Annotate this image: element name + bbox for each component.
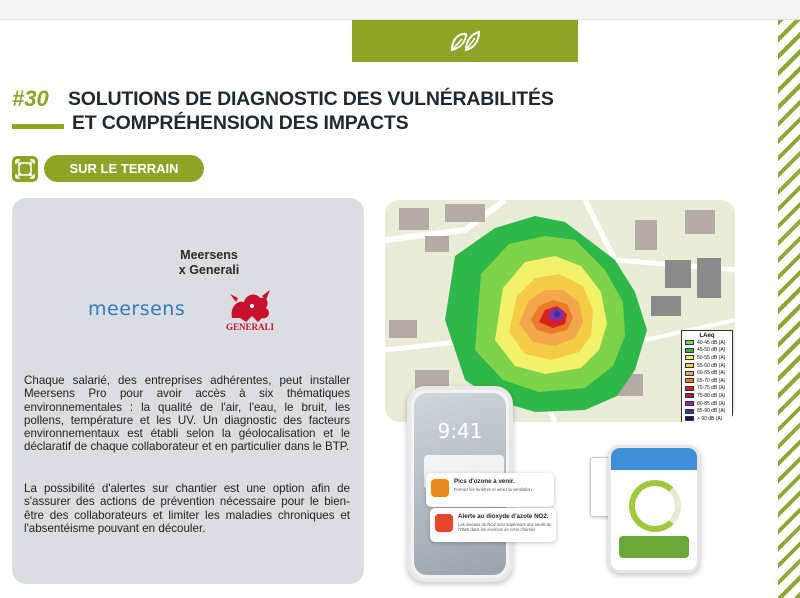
legend-swatch xyxy=(685,393,694,398)
notification-body: Fermez les fenêtres et aérez la ventilation xyxy=(454,487,532,492)
partner-line1: Meersens xyxy=(180,248,238,262)
legend-swatch xyxy=(685,340,694,345)
notification-title: Pics d'ozone à venir. xyxy=(454,478,515,485)
info-card xyxy=(12,198,364,584)
notification-alert-icon xyxy=(435,514,453,532)
legend-label: 65-70 dB (A) xyxy=(697,377,726,384)
legend-swatch xyxy=(685,371,694,376)
leaf-icon xyxy=(448,28,482,54)
legend-label: 55-60 dB (A) xyxy=(697,362,726,369)
legend-swatch xyxy=(685,348,694,353)
decorative-stripes xyxy=(778,20,800,598)
legend-swatch xyxy=(685,355,694,360)
legend-row xyxy=(685,400,729,408)
leaf-tab xyxy=(352,20,578,62)
top-strip xyxy=(0,0,800,20)
meersens-logo: meersens xyxy=(88,298,186,320)
noise-legend xyxy=(681,330,733,422)
legend-row xyxy=(685,362,729,370)
generali-wordmark: GENERALI xyxy=(225,322,274,332)
notification-title: Alerte au dioxyde d'azote NO2. xyxy=(458,513,549,520)
section-number: #30 xyxy=(12,86,49,111)
app-phone-mockup xyxy=(608,445,700,573)
legend-swatch xyxy=(685,363,694,368)
description-paragraph-1: Chaque salarié, des entreprises adhérentes, peut installer Meersens Pro pour avoir accès à six thématiques environnementales : la qualité de l'air, l'eau, le bruit, les pollens, température et les UV. Un diagnostic des facteurs environnementaux est établi selon la géolocalisation et le déclaratif de chaque collaborateur et en particulier dans le BTP. xyxy=(24,374,350,454)
legend-row xyxy=(685,392,729,400)
phone-time: 9:41 xyxy=(437,419,483,443)
legend-label: 60-65 dB (A) xyxy=(697,370,726,377)
description-paragraph-2: La possibilité d'alertes sur chantier est une option afin de s'assurer des actions de prévention nécessaire pour le bien-être des collaborateurs et limiter les maladies chroniques et l'absentéisme pouvant en découler. xyxy=(24,482,350,535)
notification-warning-icon xyxy=(431,479,449,497)
partner-line2: x Generali xyxy=(178,263,240,277)
legend-swatch xyxy=(685,386,694,391)
legend-label: 80-85 dB (A) xyxy=(697,400,726,407)
expand-arrows-icon xyxy=(12,156,38,182)
notification-ozone xyxy=(426,473,554,507)
notification-body: Les niveaux de NO2 sont supérieurs aux seuils de l'OMS dans les environs de votre chantier xyxy=(458,522,552,532)
category-tag: SUR LE TERRAIN xyxy=(44,155,204,182)
score-ring xyxy=(629,480,681,532)
legend-label: 75-80 dB (A) xyxy=(697,392,726,399)
legend-swatch xyxy=(685,409,694,414)
notification-no2 xyxy=(430,508,556,542)
legend-label: 40-45 dB (A) xyxy=(697,339,726,346)
legend-label: 85-90 dB (A) xyxy=(697,408,726,415)
legend-label: 45-50 dB (A) xyxy=(697,347,726,354)
legend-row xyxy=(685,369,729,377)
page-title-line1: SOLUTIONS DE DIAGNOSTIC DES VULNÉRABILITÉS xyxy=(68,88,554,110)
legend-title: LAeq xyxy=(699,333,715,339)
legend-swatch xyxy=(685,378,694,383)
legend-row xyxy=(685,407,729,415)
legend-row xyxy=(685,339,729,347)
legend-row xyxy=(685,415,729,422)
partner-heading xyxy=(134,248,284,278)
legend-swatch xyxy=(685,416,694,421)
legend-row xyxy=(685,385,729,393)
legend-row xyxy=(685,347,729,355)
page-title-line2: ET COMPRÉHENSION DES IMPACTS xyxy=(72,112,409,134)
legend-row xyxy=(685,377,729,385)
legend-swatch xyxy=(685,401,694,406)
legend-label: > 90 dB (A) xyxy=(697,415,723,422)
number-underline xyxy=(12,124,64,129)
legend-label: 70-75 dB (A) xyxy=(697,385,726,392)
app-header-bar xyxy=(611,448,697,470)
legend-label: 50-55 dB (A) xyxy=(697,354,726,361)
legend-row xyxy=(685,354,729,362)
app-card xyxy=(619,536,689,558)
app-screens-illustration xyxy=(560,445,740,585)
